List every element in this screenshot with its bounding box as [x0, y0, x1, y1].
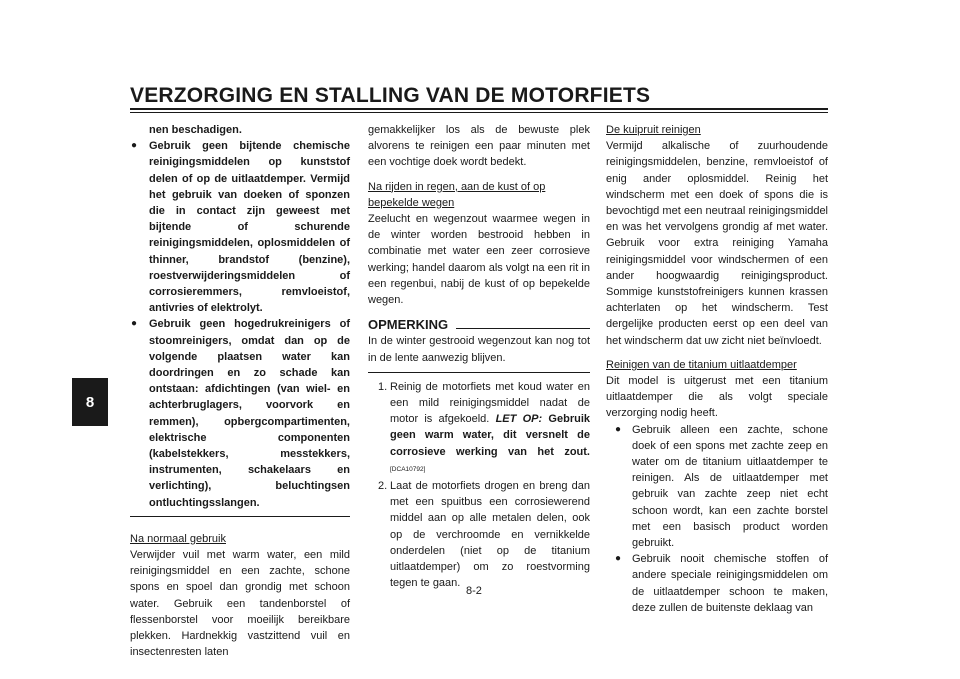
caution-text: Gebruik geen warm water, dit versnelt de corrosieve werking van het zout. — [390, 413, 590, 458]
note-heading-label: OPMERKING — [368, 317, 449, 333]
title-rule-thin — [130, 112, 828, 113]
warning-continuation: nen beschadigen. — [149, 124, 242, 136]
column-right — [606, 122, 828, 616]
step-2-number: 2. — [378, 480, 388, 493]
list-item: ● Gebruik nooit chemische stoffen of andere speciale reinigingsmiddelen om de uitlaatdemper schoon te maken, deze zullen de buitenste deklaag van — [606, 551, 828, 616]
caution-code: [DCA10792] — [390, 465, 426, 473]
section-heading-windscreen: De kuipruit reinigen — [606, 124, 701, 136]
list-item: ● Gebruik alleen een zachte, schone doek of een spons met zachte zeep en water om de titanium uitlaatdemper te reinigen. Als de uitlaatdemper met gebruik van zachte zeep niet echt schoon wordt, kan een zachte borstel met een basisch product worden gebruikt. — [606, 422, 828, 552]
warning-bullet-chemicals: ● Gebruik geen bijtende chemische reinigingsmiddelen op kunststof delen of op de uitlaatdemper. Vermijd het gebruik van doeken of sponzen die in contact zijn geweest met bijtende of schurende reinigingsmiddelen, oplosmiddelen of thinner, brandstof (benzine), roestverwijderingsmiddelen of corrosieremmers, remvloeistof, antivries of elektrolyt. — [130, 138, 350, 316]
caution-label: LET OP: — [495, 413, 543, 426]
section-text-titanium-muffler: Dit model is uitgerust met een titanium uitlaatdemper die als volgt speciale verzorging nodig heeft. — [606, 375, 828, 420]
step-1 — [368, 379, 590, 478]
page-title: VERZORGING EN STALLING VAN DE MOTORFIETS — [130, 84, 651, 107]
note-heading-rule — [456, 328, 590, 329]
section-heading-titanium-muffler: Reinigen van de titanium uitlaatdemper — [606, 358, 797, 371]
step-1-text: Reinig de motorfiets met koud water en een mild reinigingsmiddel nadat de motor is afgekoeld. — [390, 380, 590, 426]
title-rule-thick — [130, 108, 828, 110]
intro-text: gemakkelijker los als de bewuste plek alvorens te reinigen een paar minuten met een vochtige doek wordt bedekt. — [368, 124, 590, 169]
step-1-number: 1. — [378, 380, 388, 393]
section-text-windscreen: Vermijd alkalische of zuurhoudende reinigingsmiddelen, benzine, remvloeistof of enig ander oplosmiddel. Reinig het windscherm met een doek of spons die is bevochtigd met een neutraal reinigingsmiddel en was het vervolgens grondig af met water. Gebruik voor extra reiniging Yamaha reinigingsmiddel voor windschermen of een ander hoogwaardig reinigingsproduct. Sommige kunststofreinigers kunnen krassen achterlaten op het windscherm. Test dergelijke producten eerst op een deel van het windscherm dat uw zicht niet beïnvloedt. — [606, 140, 828, 347]
section-text-normal-use: Verwijder vuil met warm water, een mild reinigingsmiddel en een zachte, schone spons en spoel dan grondig met schoon water. Gebruik een tandenborstel of flessenborstel voor moeilijk bereikbare plekken. Hardnekkig vastzittend vuil en insectenresten laten — [130, 549, 350, 659]
warning-bullet-pressure-washers: ● Gebruik geen hogedrukreinigers of stoomreinigers, omdat dan op de volgende plaatsen water kan doordringen en zo schade kan ontstaan: afdichtingen (van wiel- en achterbruglagers, voorvork en remmen), opbergcompartimenten, elektrische componenten (kabelstekkers, messtekkers, instrumenten, schakelaars en verlichting), beluchtingsen ontluchtingsslangen. — [130, 316, 350, 510]
note-text: In de winter gestrooid wegenzout kan nog tot in de lente aanwezig blijven. — [368, 335, 590, 364]
column-middle — [368, 122, 590, 591]
step-2 — [368, 478, 590, 591]
section-text-rain-coast: Zeelucht en wegenzout waarmee wegen in de winter worden bestrooid hebben in combinatie met water een zeer corrosieve werking; handel daarom als volgt na een rit in een regenbui, nabij de kust of op bepekelde wegen. — [368, 213, 590, 307]
step-2-text: Laat de motorfiets drogen en breng dan met een spuitbus een corrosiewerend middel aan op alle metalen delen, ook op de verchroomde en vernikkelde onderdelen (niet op de titanium uitlaatdemper) om zo roestvorming tegen te gaan. — [390, 480, 590, 590]
section-heading-normal-use: Na normaal gebruik — [130, 532, 226, 545]
note-heading — [368, 317, 590, 333]
column-left — [130, 122, 350, 661]
page-number: 8-2 — [466, 585, 482, 597]
chapter-tab: 8 — [72, 378, 108, 426]
section-heading-rain-coast: Na rijden in regen, aan de kust of op bepekelde wegen — [368, 180, 546, 209]
